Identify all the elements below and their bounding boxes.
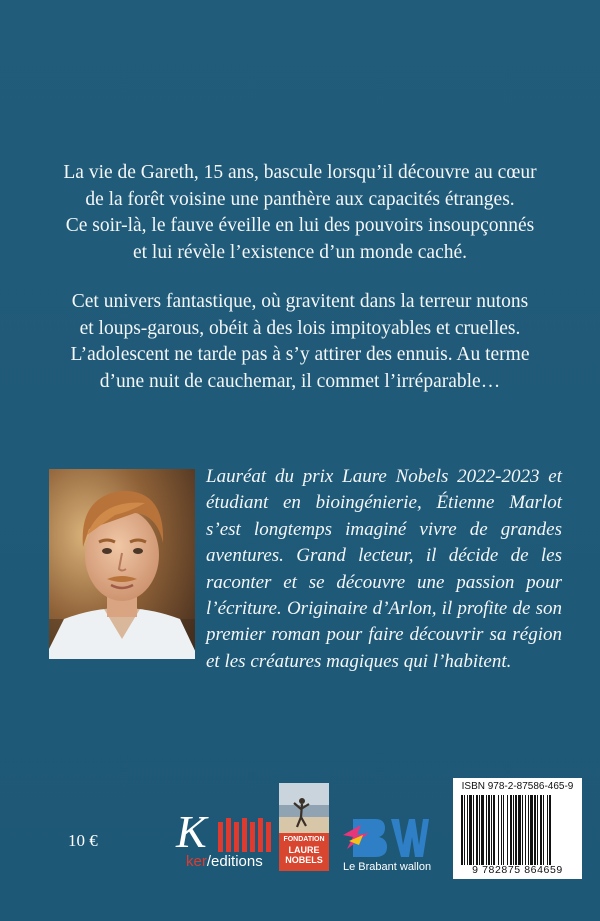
barcode-digits: 9 782875 864659 (472, 864, 563, 876)
bio-line: et les créatures magiques qui l’habitent. (206, 650, 512, 672)
ker-editions-wordmark (186, 853, 263, 870)
brabant-bw-icon (339, 815, 429, 859)
brabant-label: Le Brabant wallon (343, 861, 432, 873)
ker-suffix: editions (211, 853, 263, 870)
synopsis-line: Cet univers fantastique, où gravitent dans la terreur nutons (71, 291, 529, 312)
synopsis-line: et loups-garous, obéit à des lois impitoyables et cruelles. (79, 317, 521, 339)
synopsis-line: L’adolescent ne tarde pas à s’y attirer des ennuis. Au terme (70, 344, 530, 365)
bio-line: raconter et se découvre une passion pour (206, 571, 562, 593)
ker-slash: / (206, 853, 212, 870)
bio-line: étudiant en bioingénierie, Étienne Marlot (206, 492, 562, 514)
fondation-line: LAURE (288, 845, 320, 855)
ker-editions-logo (172, 806, 272, 873)
isbn-text: ISBN 978-2-87586-465-9 (461, 781, 574, 792)
ker-bars-icon (218, 818, 272, 852)
synopsis-line: et lui révèle l’existence d’un monde caché. (132, 241, 468, 263)
author-bio (206, 464, 562, 675)
synopsis-line: La vie de Gareth, 15 ans, bascule lorsqu’il découvre au cœur (63, 162, 537, 183)
bio-line: premier roman pour faire découvrir sa région (206, 624, 562, 646)
barcode-bars-icon (461, 795, 577, 865)
bio-line: s’est longtemps imaginé vivre de grandes (206, 518, 562, 540)
fondation-line: FONDATION (283, 836, 325, 843)
fondation-line: NOBELS (285, 855, 323, 865)
brabant-wallon-logo (339, 815, 432, 877)
fondation-laure-nobels-logo (279, 783, 329, 871)
synopsis-line: d’une nuit de cauchemar, il commet l’irréparable… (99, 370, 501, 392)
synopsis-line: Ce soir-là, le fauve éveille en lui des pouvoirs insoupçonnés (65, 215, 535, 236)
barcode (453, 778, 582, 879)
price: 10 € (68, 831, 98, 850)
bio-line: l’écriture. Originaire d’Arlon, il profite de son (206, 598, 562, 620)
synopsis-paragraph-1 (40, 160, 560, 266)
author-photo (49, 469, 195, 659)
ker-k-letter: K (176, 806, 207, 857)
ker-name: ker (186, 853, 207, 870)
synopsis-line: de la forêt voisine une panthère aux capacités étranges. (85, 188, 515, 210)
fondation-text (279, 835, 329, 865)
bio-line: Lauréat du prix Laure Nobels 2022-2023 et (206, 466, 562, 487)
beach-photo-icon (279, 783, 329, 833)
synopsis-paragraph-2 (40, 289, 560, 395)
bio-line: aventures. Grand lecteur, il décide de les (206, 545, 562, 567)
